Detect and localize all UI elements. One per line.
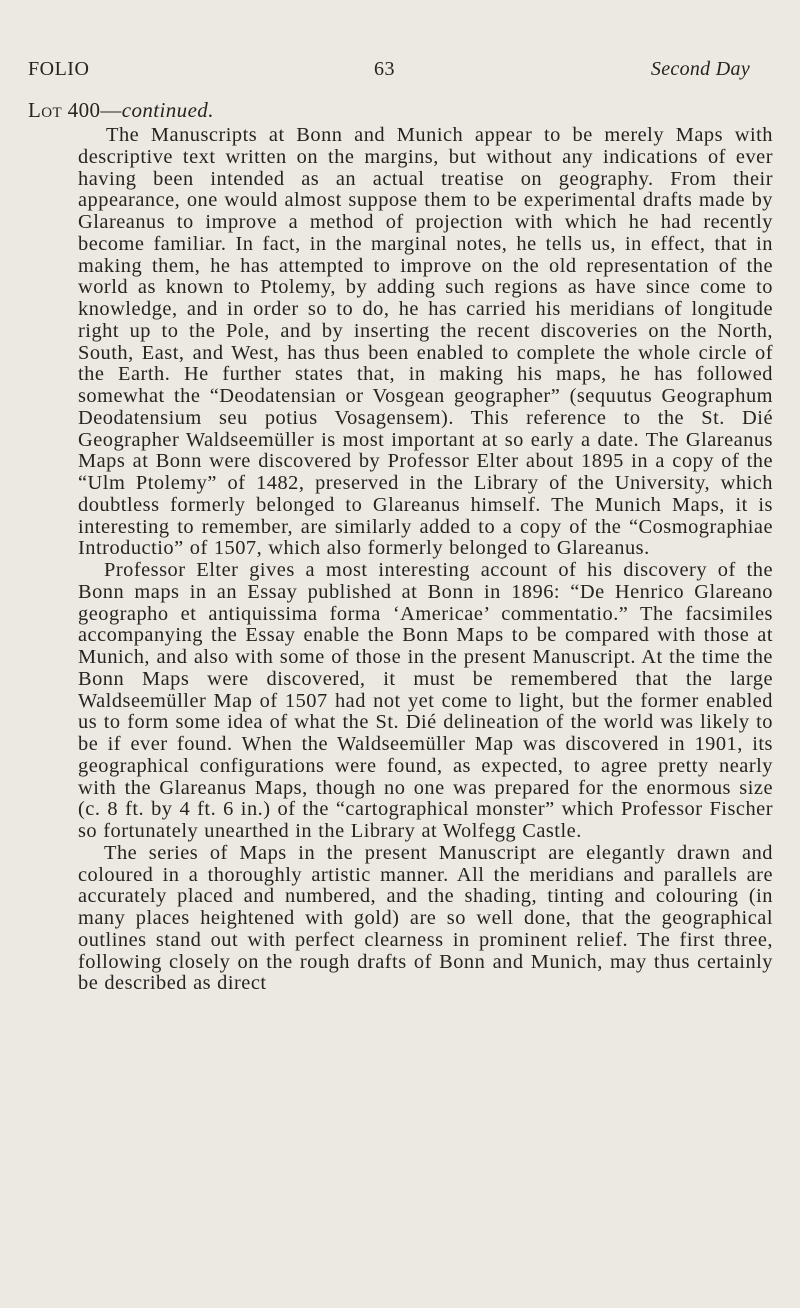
folio-label: FOLIO xyxy=(28,58,90,80)
paragraph-manuscripts: The Manuscripts at Bonn and Munich appear to be merely Maps with descriptive text written on the margins, but without any indications of ever having been intended as an actual treatise on geography. From their appearance, one would almost suppose them to be experimental drafts made by Glareanus to improve a method of projection with which he had recently become familiar. In fact, in the marginal notes, he tells us, in effect, that in making them, he has attempted to improve on the old representation of the world as known to Ptolemy, by adding such regions as have since come to knowledge, and in order so to do, he has carried his meridians of longitude right up to the Pole, and by inserting the recent discoveries on the North, South, East, and West, has thus been enabled to complete the whole circle of the Earth. He further states that, in making his maps, he has followed somewhat the “Deodatensian or Vosgean geographer” (sequutus Geographum Deodatensium seu potius Vosagensem). This reference to the St. Dié Geographer Waldseemüller is most important at so early a date. The Glareanus Maps at Bonn were discovered by Professor Elter about 1895 in a copy of the “Ulm Ptolemy” of 1482, preserved in the Library of the University, which doubtless formerly belonged to Glareanus himself. The Munich Maps, it is interesting to remember, are similarly added to a copy of the “Cosmographiae Introductio” of 1507, which also formerly belonged to Glareanus. xyxy=(78,124,773,560)
body-text xyxy=(78,125,773,995)
lot-label: Lot 400 xyxy=(28,98,101,122)
page-header xyxy=(28,58,780,88)
lot-heading: Lot 400—continued. xyxy=(28,98,214,122)
paragraph-elter-essay: Professor Elter gives a most interesting account of his discovery of the Bonn maps in an Essay published at Bonn in 1896: “De Henrico Glareano geographo et antiquissima forma ‘Americae’ commentatio.” The facsimiles accompanying the Essay enable the Bonn Maps to be compared with those at Munich, and also with some of those in the present Manuscript. At the time the Bonn Maps were discovered, it must be remembered that the large Waldseemüller Map of 1507 had not yet come to light, but the former enabled us to form some idea of what the St. Dié delineation of the world was likely to be if ever found. When the Waldseemüller Map was discovered in 1901, its geographical configurations were found, as expected, to agree pretty nearly with the Glareanus Maps, though no one was prepared for the enormous size (c. 8 ft. by 4 ft. 6 in.) of the “cartographical monster” which Professor Fischer so fortunately unearthed in the Library at Wolfegg Castle. xyxy=(78,559,773,842)
paragraph-series-of-maps: The series of Maps in the present Manuscript are elegantly drawn and coloured in a thoroughly artistic manner. All the meridians and parallels are accurately placed and numbered, and the shading, tinting and colouring (in many places heightened with gold) are so well done, that the geographical outlines stand out with perfect clearness in prominent relief. The first three, following closely on the rough drafts of Bonn and Munich, may thus certainly be described as direct xyxy=(78,841,773,995)
section-title: Second Day xyxy=(650,58,750,80)
lot-continued: continued. xyxy=(121,98,214,122)
page-number: 63 xyxy=(374,58,395,80)
